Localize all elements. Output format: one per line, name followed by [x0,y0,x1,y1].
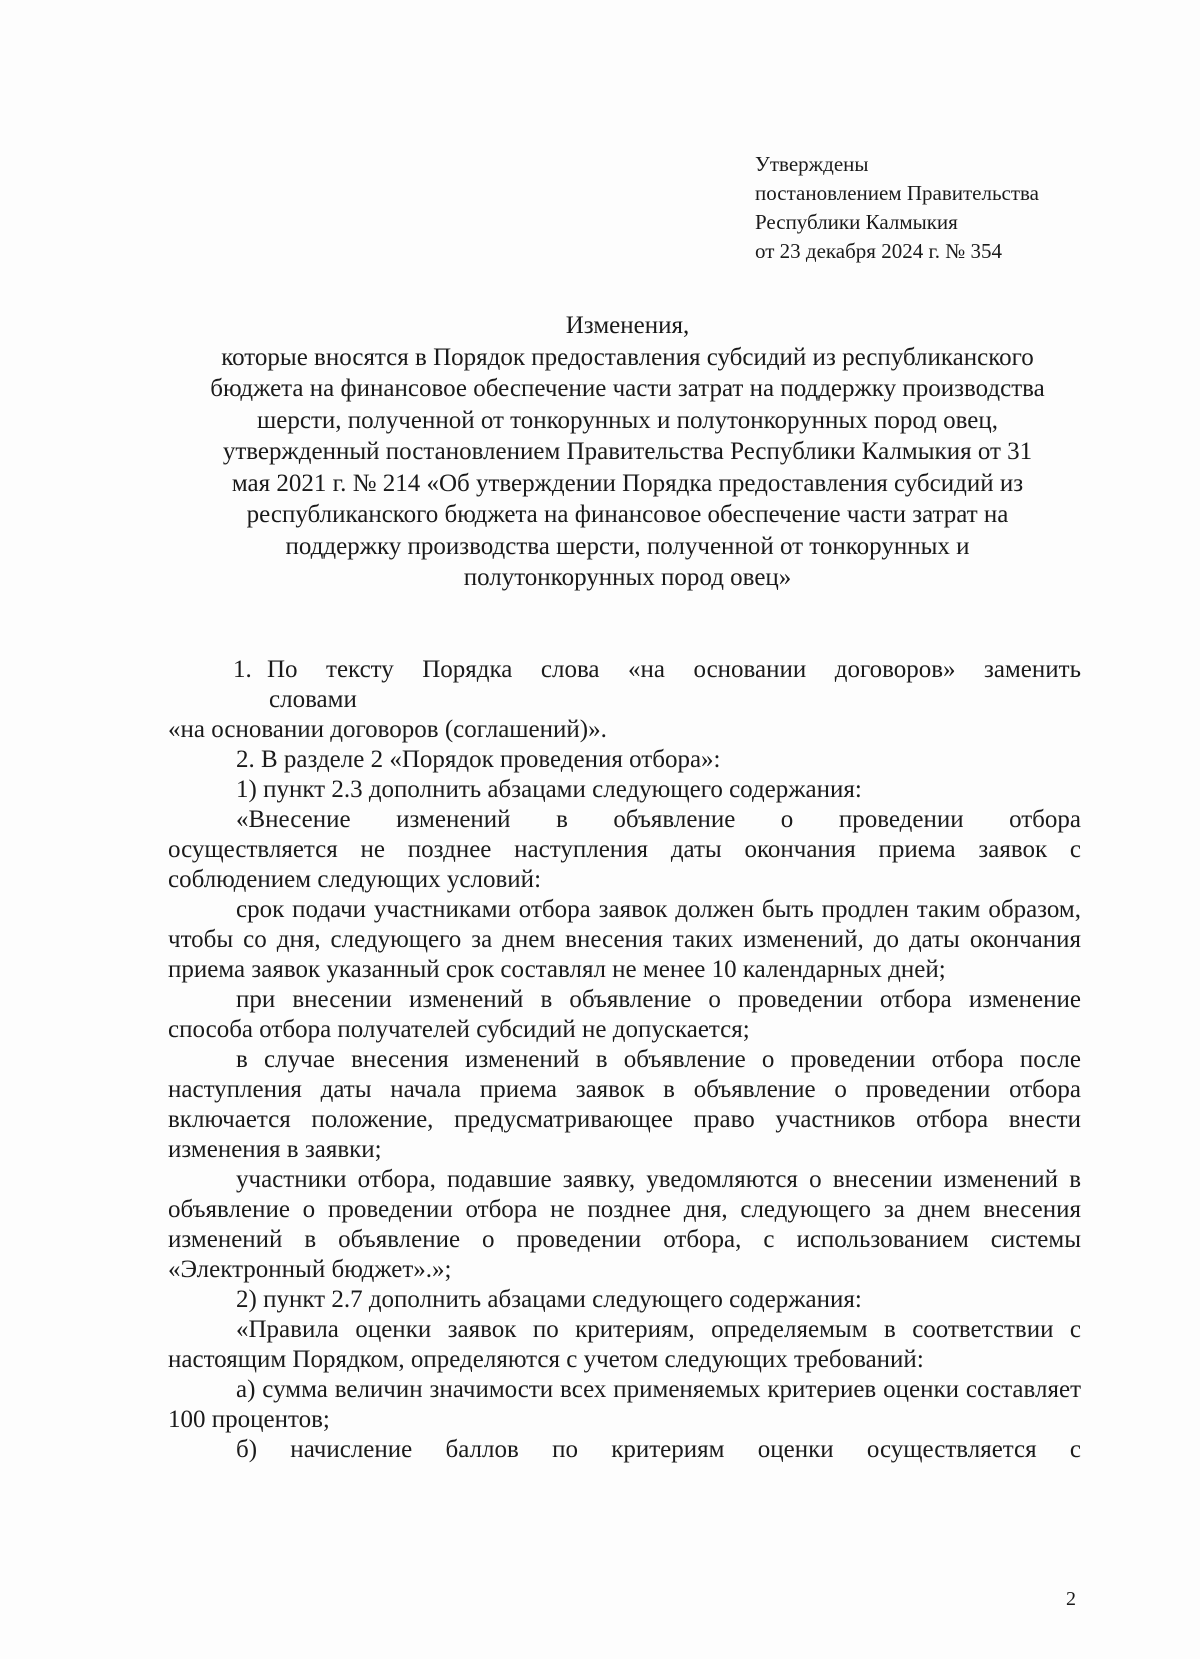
list-number: 1. [233,656,252,683]
paragraph: «Внесение изменений в объявление о проведении отбора [236,806,1081,833]
title-line: республиканского бюджета на финансовое обеспечение части затрат на [246,501,1009,528]
title-line: полутонкорунных пород овец» [463,564,792,591]
title-line: поддержку производства шерсти, полученной от тонкорунных и [285,532,970,560]
paragraph: при внесении изменений в объявление о проведении отбора изменение способа отбора получателей субсидий не допускается; [168,986,1081,1043]
approval-line: постановлением Правительства [755,181,1040,205]
approval-line: от 23 декабря 2024 г. № 354 [755,239,1002,263]
page-number: 2 [1066,1588,1076,1610]
section-heading: 2. В разделе 2 «Порядок проведения отбора»: [236,746,721,773]
title-line: шерсти, полученной от тонкорунных и полутонкорунных пород овец, [257,406,998,434]
paragraph: а) сумма величин значимости всех применяемых критериев оценки составляет 100 процентов; [168,1376,1081,1433]
approval-stamp [755,150,1039,266]
paragraph: срок подачи участниками отбора заявок должен быть продлен таким образом, чтобы со дня, следующего за днем внесения таких изменений, до даты окончания приема заявок указанный срок составлял не менее 10 календарных дней; [168,896,1081,983]
title-line: утвержденный постановлением Правительства Республики Калмыкия от 31 [222,438,1033,465]
paragraph: осуществляется не позднее наступления даты окончания приема заявок с соблюдением следующих условий: [168,836,1081,893]
title-line: бюджета на финансовое обеспечение части затрат на поддержку производства [210,375,1045,402]
document-body [168,655,1081,1465]
title-line: мая 2021 г. № 214 «Об утверждении Порядка предоставления субсидий из [231,469,1024,497]
subitem: 1) пункт 2.3 дополнить абзацами следующего содержания: [236,776,862,803]
approval-line: Республики Калмыкия [755,210,958,234]
paragraph: участники отбора, подавшие заявку, уведомляются о внесении изменений в объявление о проведении отбора не позднее дня, следующего за днем внесения изменений в объявление о проведении отбора, с использованием системы «Электронный бюджет».»; [168,1166,1081,1283]
paragraph: «на основании договоров (соглашений)». [168,716,607,743]
list-item-line: словами [269,686,357,713]
approval-line: Утверждены [755,152,869,176]
paragraph: в случае внесения изменений в объявление о проведении отбора после наступления даты начала приема заявок в объявление о проведении отбора включается положение, предусматривающее право участников отбора внести изменения в заявки; [168,1046,1081,1163]
paragraph: «Правила оценки заявок по критериям, определяемым в соответствии с настоящим Порядком, определяются с учетом следующих требований: [168,1316,1081,1373]
list-item-1 [233,655,1081,715]
list-item-line: По тексту Порядка слова «на основании договоров» заменить [267,656,1081,683]
title-heading: Изменения, [565,312,690,339]
list-item-text [267,655,1081,715]
paragraph: б) начисление баллов по критериям оценки осуществляется с [236,1436,1081,1463]
document-title [160,310,1095,594]
title-line: которые вносятся в Порядок предоставления субсидий из республиканского [221,343,1034,371]
subitem: 2) пункт 2.7 дополнить абзацами следующего содержания: [236,1286,862,1313]
